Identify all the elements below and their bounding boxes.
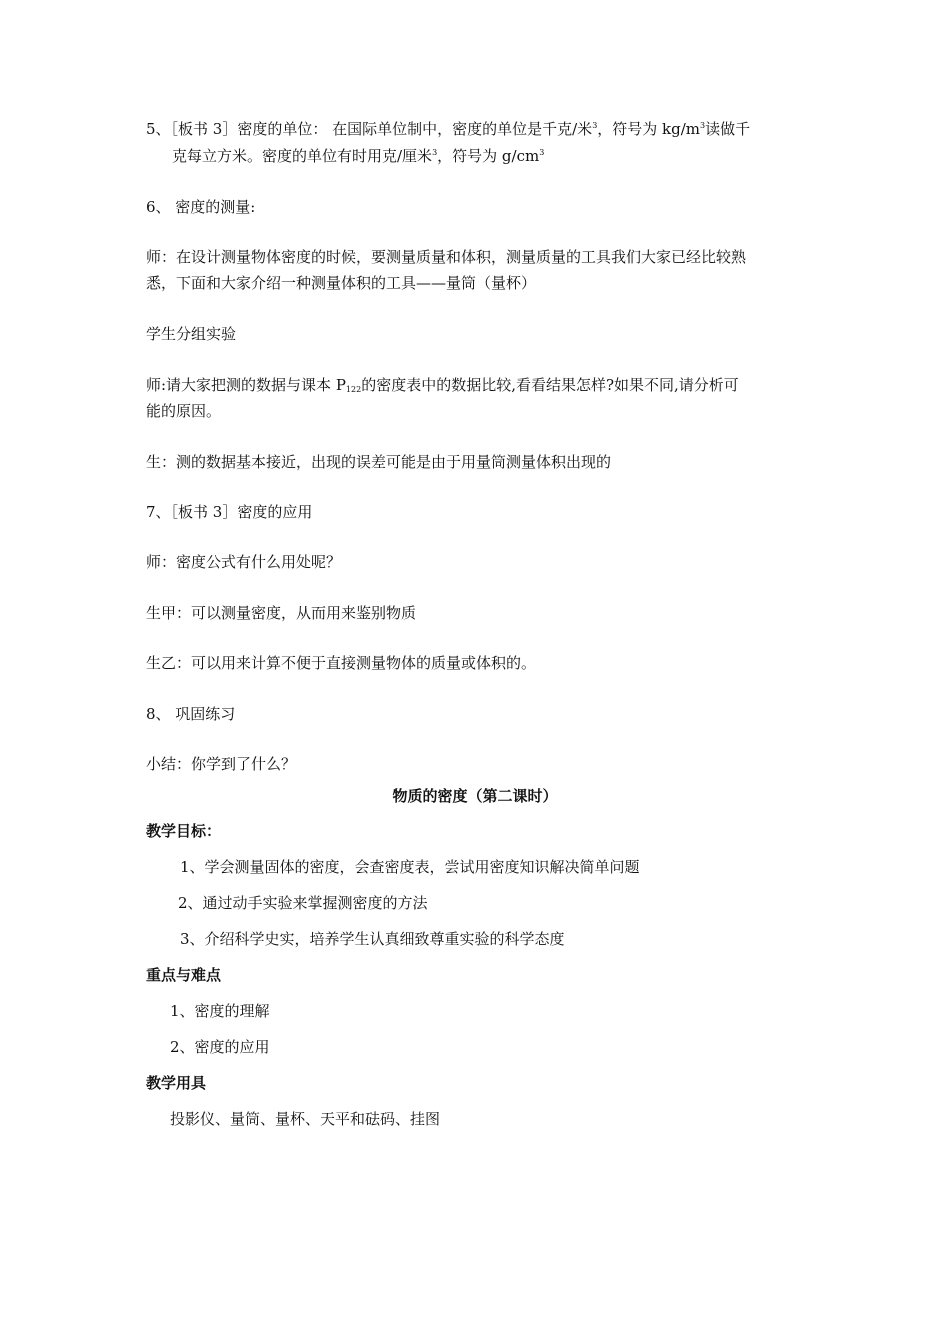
group-experiment-text: 学生分组实验 (146, 325, 237, 343)
lesson-title: 物质的密度（第二课时） (392, 787, 558, 805)
superscript: 3 (592, 121, 598, 130)
text-segment: 的密度表中的数据比较,看看结果怎样?如果不同,请分析可 (361, 376, 739, 394)
text-segment: 师:请大家把测的数据与课本 P (146, 376, 346, 394)
superscript: 3 (432, 148, 438, 157)
summary-text: 小结：你学到了什么？ (146, 755, 297, 773)
student-a-answer: 生甲：可以测量密度，从而用来鉴别物质 (146, 604, 417, 622)
text-segment: ，符号为 kg/m (597, 120, 701, 138)
goal-item: 1、学会测量固体的密度，会查密度表，尝试用密度知识解决简单问题 (180, 858, 640, 876)
teacher-application-question: 师：密度公式有什么用处呢？ (146, 553, 342, 571)
tools-heading: 教学用具 (146, 1074, 207, 1092)
goal-item: 3、介绍科学史实，培养学生认真细致尊重实验的科学态度 (180, 930, 565, 948)
key-point-item: 1、密度的理解 (170, 1002, 270, 1020)
application-heading: 7、［板书 3］密度的应用 (146, 503, 313, 521)
text-segment: 读做千 (705, 120, 751, 138)
key-point-item: 2、密度的应用 (170, 1038, 270, 1056)
text-segment: 克每立方米。密度的单位有时用克/厘米 (172, 147, 433, 165)
goal-item: 2、通过动手实验来掌握测密度的方法 (178, 894, 428, 912)
teacher-question-line-2: 能的原因。 (146, 402, 222, 420)
text-segment: 5、［板书 3］密度的单位： 在国际单位制中，密度的单位是千克/米 (146, 120, 593, 138)
superscript: 3 (700, 121, 706, 130)
subscript: 122 (345, 385, 362, 394)
density-unit-line-2 (172, 145, 544, 167)
teacher-paragraph-line-2: 悉，下面和大家介绍一种测量体积的工具——量筒（量杯） (146, 274, 537, 292)
measurement-heading: 6、 密度的测量: (146, 198, 256, 216)
key-points-heading: 重点与难点 (146, 966, 222, 984)
text-segment: ，符号为 g/cm (437, 147, 540, 165)
teacher-question-line-1 (146, 374, 739, 396)
teacher-paragraph-line-1: 师：在设计测量物体密度的时候，要测量质量和体积，测量质量的工具我们大家已经比较熟 (146, 248, 747, 266)
goals-heading: 教学目标： (146, 822, 222, 840)
superscript: 3 (539, 148, 545, 157)
density-unit-line-1 (146, 118, 750, 140)
tools-list: 投影仪、量筒、量杯、天平和砝码、挂图 (170, 1110, 441, 1128)
student-answer: 生：测的数据基本接近，出现的误差可能是由于用量筒测量体积出现的 (146, 453, 612, 471)
student-b-answer: 生乙：可以用来计算不便于直接测量物体的质量或体积的。 (146, 654, 537, 672)
practice-heading: 8、 巩固练习 (146, 705, 236, 723)
